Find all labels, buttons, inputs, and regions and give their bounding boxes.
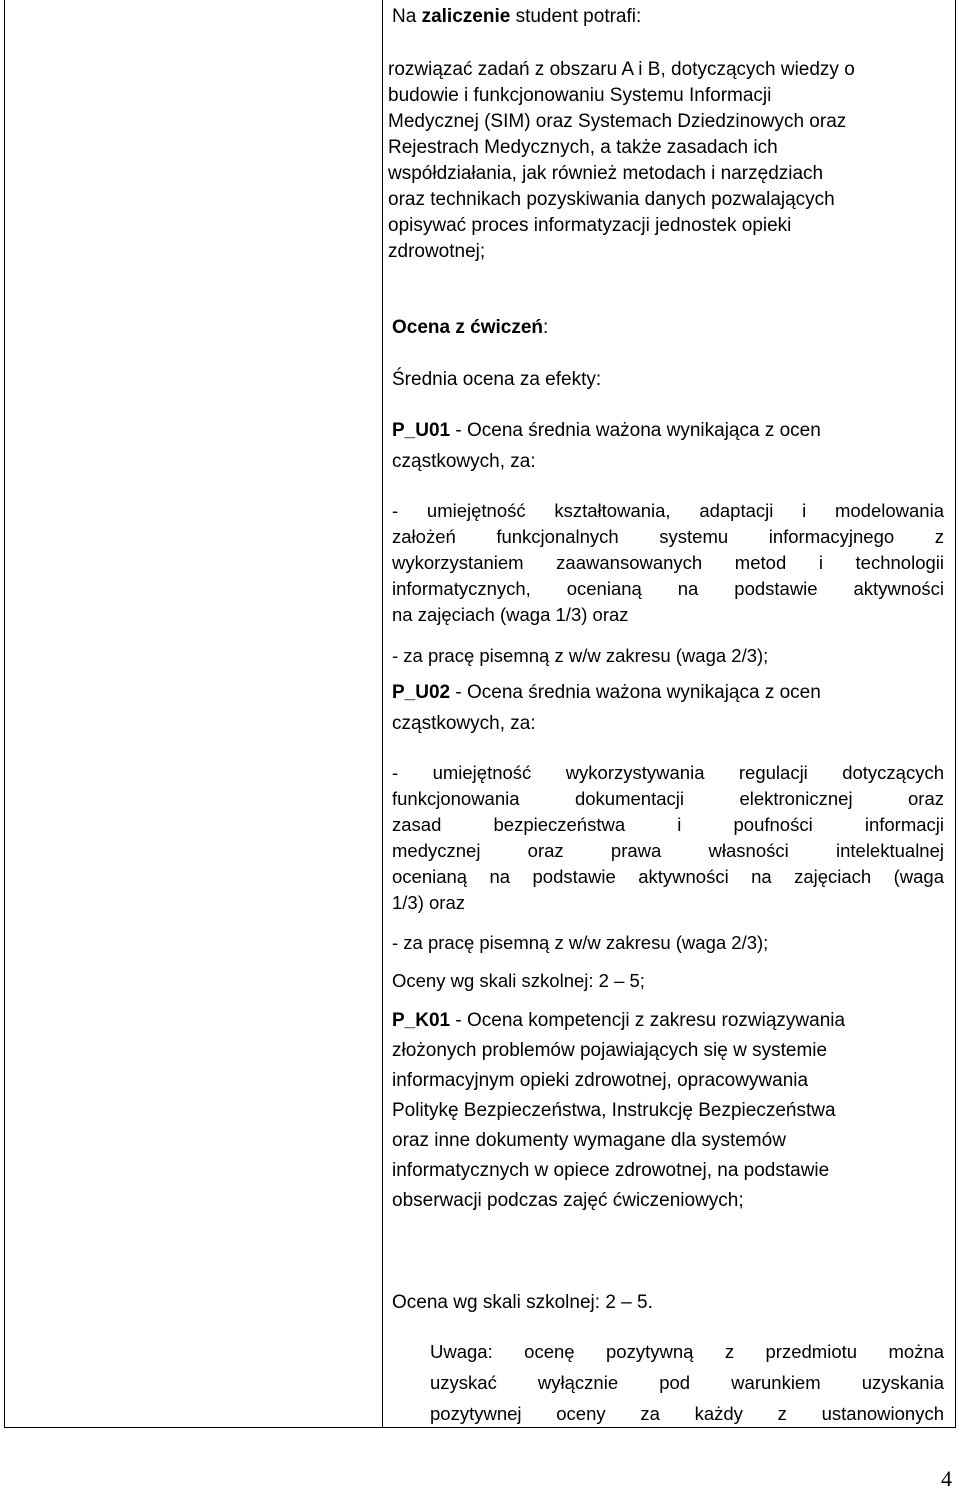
exercises-heading bbox=[392, 317, 548, 339]
average-label: Średnia ocena za efekty: bbox=[392, 369, 602, 390]
intro-paragraph-line: zdrowotnej; bbox=[388, 241, 486, 262]
intro-paragraph-line: oraz technikach pozyskiwania danych pozwalających bbox=[388, 189, 835, 210]
pu01-item1-line: wykorzystaniem zaawansowanych metod i technologii bbox=[392, 552, 944, 573]
pk01-line: informacyjnym opieki zdrowotnej, opracowywania bbox=[392, 1070, 809, 1091]
intro-suffix: student potrafi: bbox=[510, 6, 642, 27]
pu02-item1-line: funkcjonowania dokumentacji elektronicznej oraz bbox=[392, 788, 944, 809]
intro-paragraph-line: Rejestrach Medycznych, a także zasadach ich bbox=[388, 137, 778, 158]
pu01-title bbox=[392, 420, 821, 442]
note-line: Uwaga: ocenę pozytywną z przedmiotu można bbox=[430, 1341, 944, 1362]
intro-paragraph-line: budowie i funkcjonowaniu Systemu Informacji bbox=[388, 85, 772, 106]
intro-prefix: Na bbox=[392, 6, 422, 27]
intro-bold: zaliczenie bbox=[421, 6, 511, 27]
intro-paragraph-line: opisywać proces informatyzacji jednostek opieki bbox=[388, 215, 792, 236]
pu01-item1-line: na zajęciach (waga 1/3) oraz bbox=[392, 604, 629, 625]
pu01-item1-line: informatycznych, ocenianą na podstawie aktywności bbox=[392, 578, 944, 599]
note-line: pozytywnej oceny za każdy z ustanowionych bbox=[430, 1403, 944, 1424]
pk01-title bbox=[392, 1010, 845, 1032]
pk01-line: informatycznych w opiece zdrowotnej, na podstawie bbox=[392, 1160, 830, 1181]
intro-paragraph-line: rozwiązać zadań z obszaru A i B, dotyczących wiedzy o bbox=[388, 59, 855, 80]
pk01-line: oraz inne dokumenty wymagane dla systemów bbox=[392, 1130, 786, 1151]
pk01-title-rest: - Ocena kompetencji z zakresu rozwiązywania bbox=[450, 1010, 846, 1031]
pu02-title-line2: cząstkowych, za: bbox=[392, 713, 536, 734]
pk01-line: obserwacji podczas zajęć ćwiczeniowych; bbox=[392, 1190, 744, 1211]
pu01-item2: - za pracę pisemną z w/w zakresu (waga 2/3); bbox=[392, 645, 769, 666]
page-number: 4 bbox=[941, 1466, 952, 1491]
pu02-item1-line: medycznej oraz prawa własności intelektualnej bbox=[392, 840, 944, 861]
column-divider bbox=[382, 0, 383, 1428]
pu02-title-rest: - Ocena średnia ważona wynikająca z ocen bbox=[450, 682, 821, 703]
final-scale: Ocena wg skali szkolnej: 2 – 5. bbox=[392, 1292, 653, 1313]
exercises-heading-bold: Ocena z ćwiczeń bbox=[392, 317, 544, 338]
note-line: uzyskać wyłącznie pod warunkiem uzyskania bbox=[430, 1372, 944, 1393]
pu02-title bbox=[392, 682, 821, 704]
pk01-line: złożonych problemów pojawiających się w systemie bbox=[392, 1040, 828, 1061]
pu02-item1-line: 1/3) oraz bbox=[392, 892, 466, 913]
intro-line bbox=[392, 6, 641, 28]
pu01-title-rest: - Ocena średnia ważona wynikająca z ocen bbox=[450, 420, 821, 441]
pu02-item2: - za pracę pisemną z w/w zakresu (waga 2/3); bbox=[392, 932, 769, 953]
pu01-title-line2: cząstkowych, za: bbox=[392, 451, 536, 472]
intro-paragraph-line: współdziałania, jak również metodach i narzędziach bbox=[388, 163, 824, 184]
exercises-heading-suffix: : bbox=[543, 317, 549, 338]
pu01-item1-line: założeń funkcjonalnych systemu informacyjnego z bbox=[392, 526, 944, 547]
pu02-item1-line: - umiejętność wykorzystywania regulacji dotyczących bbox=[392, 762, 944, 783]
pu01-item1-line: - umiejętność kształtowania, adaptacji i modelowania bbox=[392, 500, 944, 521]
pu02-scale: Oceny wg skali szkolnej: 2 – 5; bbox=[392, 970, 645, 991]
pu02-code: P_U02 bbox=[392, 682, 451, 703]
pu02-item1-line: zasad bezpieczeństwa i poufności informacji bbox=[392, 814, 944, 835]
intro-paragraph-line: Medycznej (SIM) oraz Systemach Dziedzinowych oraz bbox=[388, 111, 847, 132]
pu01-code: P_U01 bbox=[392, 420, 451, 441]
pk01-code: P_K01 bbox=[392, 1010, 451, 1031]
pk01-line: Politykę Bezpieczeństwa, Instrukcję Bezpieczeństwa bbox=[392, 1100, 836, 1121]
pu02-item1-line: ocenianą na podstawie aktywności na zajęciach (waga bbox=[392, 866, 944, 887]
